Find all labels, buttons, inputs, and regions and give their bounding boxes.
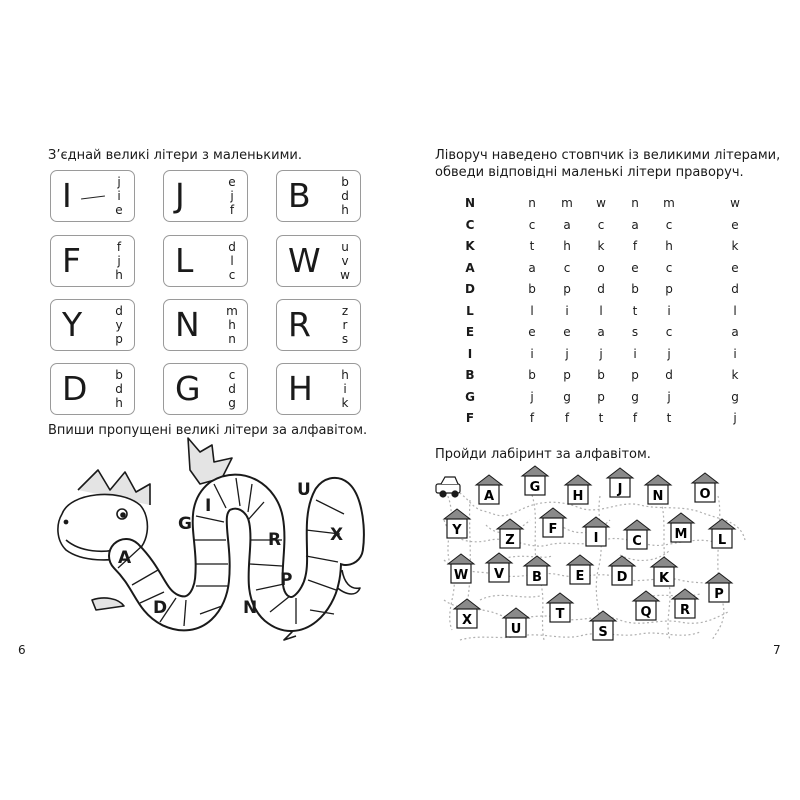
grid-capital-letter: C	[465, 217, 475, 232]
grid-small-letter[interactable]: i	[633, 346, 637, 361]
grid-capital-letter: D	[465, 282, 475, 296]
grid-small-letter[interactable]: b	[528, 282, 536, 296]
small-letter[interactable]: j	[117, 175, 121, 189]
grid-small-letter[interactable]: a	[631, 217, 639, 232]
task2-title: Впиши пропущені великі літери за алфавітом.	[48, 423, 368, 438]
maze-house-letter: R	[679, 603, 691, 618]
maze-house-letter: L	[717, 533, 727, 548]
small-letter[interactable]: z	[341, 304, 349, 318]
dragon-segment-letter: A	[118, 548, 132, 568]
small-letter[interactable]: w	[340, 268, 350, 282]
grid-small-letter[interactable]: d	[665, 368, 673, 382]
grid-small-letter[interactable]: p	[563, 282, 571, 296]
grid-small-letter[interactable]: a	[528, 260, 536, 275]
dragon-segment-letter: P	[280, 570, 293, 590]
small-letter[interactable]: k	[341, 396, 349, 410]
grid-small-letter[interactable]: i	[733, 346, 737, 361]
maze-house-letter: W	[453, 568, 469, 583]
small-letter[interactable]: p	[115, 332, 123, 346]
maze-house-letter: H	[572, 489, 584, 504]
small-letter[interactable]: h	[115, 396, 123, 410]
small-letter[interactable]: e	[115, 203, 123, 217]
grid-small-letter[interactable]: p	[665, 282, 673, 296]
maze-house[interactable]	[607, 468, 633, 497]
grid-small-letter[interactable]: m	[663, 196, 675, 210]
grid-small-letter[interactable]: b	[631, 282, 639, 296]
capital-letter: J	[175, 176, 185, 215]
small-letter[interactable]: c	[228, 368, 236, 382]
maze-house-letter: F	[548, 522, 558, 537]
grid-small-letter[interactable]: f	[632, 411, 638, 425]
maze-house[interactable]	[540, 508, 566, 537]
grid-small-letter[interactable]: p	[563, 368, 571, 382]
maze-house-letter: J	[617, 482, 623, 497]
grid-small-letter[interactable]: b	[528, 368, 536, 382]
grid-small-letter[interactable]: s	[631, 325, 639, 339]
small-letter[interactable]: l	[230, 254, 234, 268]
grid-small-letter[interactable]: f	[564, 411, 570, 425]
grid-small-letter[interactable]: e	[563, 325, 571, 339]
capital-letter: F	[62, 241, 81, 280]
small-letter[interactable]: g	[228, 396, 236, 410]
grid-small-letter[interactable]: c	[597, 217, 605, 232]
maze-house-letter: Q	[640, 605, 652, 620]
dragon-segment-letter: N	[243, 598, 258, 618]
grid-small-letter[interactable]: c	[665, 260, 673, 275]
grid-small-letter[interactable]: i	[530, 346, 534, 361]
small-letter[interactable]: h	[228, 318, 236, 332]
maze-house[interactable]	[565, 475, 591, 504]
grid-small-letter[interactable]: a	[563, 217, 571, 232]
page-number-right: 7	[773, 643, 781, 657]
small-letter[interactable]: v	[341, 254, 349, 268]
small-letter[interactable]: e	[228, 175, 236, 189]
grid-small-letter[interactable]: i	[667, 303, 671, 318]
small-letter[interactable]: y	[115, 318, 123, 332]
maze-house-letter: X	[461, 613, 473, 628]
maze-house-letter: V	[493, 567, 505, 582]
maze-house[interactable]	[476, 475, 502, 504]
grid-small-letter[interactable]: l	[599, 303, 603, 318]
task1-title: З’єднай великі літери з маленькими.	[48, 148, 302, 163]
grid-small-letter[interactable]: t	[529, 239, 535, 253]
grid-capital-letter: F	[465, 411, 475, 425]
grid-small-letter[interactable]: w	[596, 196, 606, 210]
small-letter[interactable]: b	[115, 368, 123, 382]
dragon-segment-letter: R	[268, 530, 282, 550]
maze-house[interactable]	[706, 573, 732, 602]
maze-house[interactable]	[692, 473, 718, 502]
grid-small-letter[interactable]: e	[528, 325, 536, 339]
small-letter[interactable]: d	[341, 189, 349, 203]
maze-house-letter: G	[529, 480, 541, 495]
grid-small-letter[interactable]: e	[631, 260, 639, 275]
maze-house[interactable]	[524, 556, 550, 585]
grid-capital-letter: E	[465, 325, 475, 339]
grid-small-letter[interactable]: o	[597, 260, 605, 275]
maze-house[interactable]	[547, 593, 573, 622]
small-letter[interactable]: f	[116, 240, 122, 254]
capital-letter: D	[62, 369, 88, 408]
grid-small-letter[interactable]: k	[731, 368, 739, 382]
capital-letter: G	[175, 369, 201, 408]
grid-small-letter[interactable]: d	[731, 282, 739, 296]
grid-capital-letter: K	[465, 239, 475, 253]
grid-small-letter[interactable]: k	[597, 239, 605, 253]
grid-capital-letter: N	[464, 196, 476, 210]
grid-small-letter[interactable]: k	[731, 239, 739, 253]
small-letter[interactable]: h	[341, 368, 349, 382]
small-letter[interactable]: u	[341, 240, 349, 254]
maze-house-letter: C	[632, 534, 642, 549]
grid-small-letter[interactable]: j	[733, 411, 737, 425]
maze-house[interactable]	[486, 553, 512, 582]
task3-title-line2: обведи відповідні маленькі літери праворуч.	[435, 165, 744, 180]
dragon-segment-letter: D	[153, 598, 168, 618]
grid-small-letter[interactable]: h	[665, 239, 673, 253]
grid-small-letter[interactable]: c	[528, 217, 536, 232]
maze-house[interactable]	[645, 475, 671, 504]
maze-house[interactable]	[454, 599, 480, 628]
grid-small-letter[interactable]: a	[597, 325, 605, 339]
maze-house[interactable]	[633, 591, 659, 620]
capital-letter: I	[62, 176, 72, 215]
maze-house-letter: P	[714, 587, 724, 602]
maze-house-letter: N	[652, 489, 664, 504]
maze-house[interactable]	[567, 555, 593, 584]
grid-small-letter[interactable]: l	[530, 303, 534, 318]
grid-small-letter[interactable]: j	[565, 346, 569, 361]
grid-small-letter[interactable]: h	[563, 239, 571, 253]
maze-house-letter: Y	[452, 523, 462, 538]
car-icon	[436, 477, 460, 497]
grid-small-letter[interactable]: c	[665, 325, 673, 339]
grid-small-letter[interactable]: t	[666, 411, 672, 425]
dragon-segment-letter: G	[178, 514, 192, 534]
grid-small-letter[interactable]: p	[631, 368, 639, 382]
maze-house[interactable]	[583, 517, 609, 546]
maze-house[interactable]	[668, 513, 694, 542]
grid-small-letter[interactable]: g	[631, 389, 639, 404]
maze-house[interactable]	[624, 520, 650, 549]
grid-small-letter[interactable]: p	[597, 389, 605, 404]
small-letter[interactable]: r	[342, 318, 348, 332]
grid-small-letter[interactable]: n	[528, 196, 536, 210]
capital-letter: N	[175, 305, 200, 344]
grid-small-letter[interactable]: c	[563, 260, 571, 275]
maze-house-letter: E	[575, 569, 585, 584]
grid-small-letter[interactable]: n	[631, 196, 639, 210]
grid-capital-letter: G	[465, 389, 475, 404]
grid-small-letter[interactable]: w	[730, 196, 740, 210]
grid-small-letter[interactable]: f	[529, 411, 535, 425]
small-letter[interactable]: j	[117, 254, 121, 268]
small-letter[interactable]: d	[115, 382, 123, 396]
maze-house-letter: S	[598, 625, 608, 640]
maze-house-letter: I	[593, 531, 599, 546]
small-letter[interactable]: i	[117, 189, 121, 203]
maze-house-letter: T	[555, 607, 565, 622]
small-letter[interactable]: h	[341, 203, 349, 217]
maze-house[interactable]	[522, 466, 548, 495]
capital-letter: B	[288, 176, 311, 215]
maze-house[interactable]	[503, 608, 529, 637]
grid-small-letter[interactable]: d	[597, 282, 605, 296]
page-number-left: 6	[18, 643, 26, 657]
grid-small-letter[interactable]: t	[632, 303, 638, 318]
small-letter[interactable]: n	[228, 332, 236, 346]
small-letter[interactable]: h	[115, 268, 123, 282]
grid-small-letter[interactable]: c	[665, 217, 673, 232]
maze-house[interactable]	[609, 556, 635, 585]
small-letter[interactable]: f	[229, 203, 235, 217]
capital-letter: H	[288, 369, 313, 408]
grid-small-letter[interactable]: e	[731, 217, 739, 232]
small-letter[interactable]: d	[228, 240, 236, 254]
grid-small-letter[interactable]: l	[733, 303, 737, 318]
small-letter[interactable]: b	[341, 175, 349, 189]
maze-house-letter: O	[699, 487, 711, 502]
small-letter[interactable]: i	[343, 382, 347, 396]
small-letter[interactable]: d	[115, 304, 123, 318]
capital-letter: L	[175, 241, 194, 280]
maze-house-letter: Z	[505, 533, 515, 548]
maze-house-letter: D	[616, 570, 628, 585]
grid-small-letter[interactable]: e	[731, 260, 739, 275]
grid-small-letter[interactable]: j	[530, 389, 534, 404]
grid-small-letter[interactable]: j	[599, 346, 603, 361]
grid-small-letter[interactable]: t	[598, 411, 604, 425]
maze-house[interactable]	[651, 557, 677, 586]
grid-small-letter[interactable]: g	[731, 389, 739, 404]
maze-house-letter: B	[532, 570, 542, 585]
maze-house-letter: M	[674, 527, 688, 542]
small-letter[interactable]: j	[230, 189, 234, 203]
grid-capital-letter: B	[465, 368, 475, 382]
small-letter[interactable]: m	[226, 304, 238, 318]
maze-house-letter: U	[510, 622, 522, 637]
dragon-segment-letter: U	[297, 480, 311, 500]
grid-capital-letter: I	[467, 346, 473, 361]
maze-house[interactable]	[590, 611, 616, 640]
task4-title: Пройди лабіринт за алфавітом.	[435, 447, 651, 462]
maze-house-letter: A	[483, 489, 495, 504]
grid-capital-letter: L	[466, 303, 474, 318]
maze-house-letter: K	[658, 571, 670, 586]
capital-letter: Y	[62, 305, 83, 344]
grid-small-letter[interactable]: a	[731, 325, 739, 339]
maze-house[interactable]	[444, 509, 470, 538]
grid-small-letter[interactable]: b	[597, 368, 605, 382]
dragon-segment-letter: X	[330, 525, 344, 545]
capital-letter: R	[288, 305, 311, 344]
dragon-segment-letter: I	[205, 496, 212, 516]
maze-house[interactable]	[497, 519, 523, 548]
small-letter[interactable]: d	[228, 382, 236, 396]
grid-small-letter[interactable]: g	[563, 389, 571, 404]
small-letter[interactable]: c	[228, 268, 236, 282]
grid-small-letter[interactable]: f	[632, 239, 638, 253]
capital-letter: W	[288, 241, 321, 280]
small-letter[interactable]: s	[341, 332, 349, 346]
grid-small-letter[interactable]: i	[565, 303, 569, 318]
maze-house[interactable]	[672, 589, 698, 618]
grid-small-letter[interactable]: j	[667, 389, 671, 404]
grid-small-letter[interactable]: m	[561, 196, 573, 210]
grid-capital-letter: A	[465, 260, 475, 275]
grid-small-letter[interactable]: j	[667, 346, 671, 361]
task3-title-line1: Ліворуч наведено стовпчик із великими літерами,	[435, 148, 781, 163]
